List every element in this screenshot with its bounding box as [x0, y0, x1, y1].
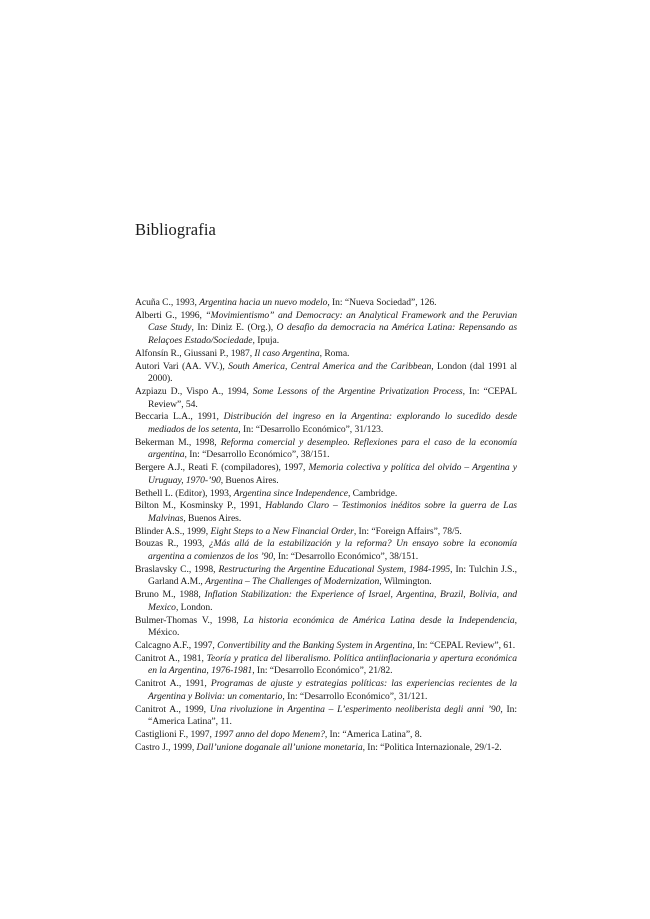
reference-text: Castiglioni F., 1997,: [135, 728, 215, 740]
reference-title: Argentina – The Challenges of Modernization: [205, 576, 380, 588]
reference-text: , In: “America Latina”, 8.: [324, 728, 422, 740]
reference-entry: [135, 653, 517, 678]
reference-text: Bruno M., 1988,: [135, 589, 205, 601]
reference-title: La historia económica de América Latina desde la Independencia: [243, 614, 515, 626]
reference-title: Eight Steps to a New Financial Order: [210, 525, 354, 537]
reference-title: Dall’unione doganale all’unione monetaria: [196, 741, 363, 753]
reference-entry: [135, 411, 517, 436]
reference-text: Bethell L. (Editor), 1993,: [135, 487, 234, 499]
reference-text: , London (dal 1991 al 2000).: [148, 360, 517, 385]
reference-entry: [135, 297, 517, 310]
reference-title: Il caso Argentina: [254, 347, 320, 359]
reference-entry: [135, 678, 517, 703]
reference-title: O desafio da democracia na América Latina: Repensando as Relaçoes Estado/Sociedade: [148, 322, 518, 347]
reference-entry: [135, 589, 517, 614]
reference-text: , In: “Nueva Sociedad”, 126.: [327, 297, 437, 308]
reference-title: “Movimientismo” and Democracy: an Analytical Framework and the Peruvian Case Study: [148, 309, 517, 334]
reference-entry: [135, 361, 517, 386]
reference-title: Inflation Stabilization: the Experience of Israel, Argentina, Brazil, Bolivia, and Mexico: [148, 589, 518, 613]
reference-entry: [135, 564, 517, 589]
reference-title: Restructuring the Argentine Educational System, 1984-1995: [218, 563, 451, 575]
reference-entry: [135, 500, 517, 525]
reference-title: Argentina since Independence: [233, 487, 348, 499]
reference-title: Argentina hacia un nuevo modelo: [199, 297, 328, 308]
reference-text: , In: “Desarrollo Económico”, 38/151.: [184, 449, 330, 461]
reference-title: 1997 anno del dopo Menem?: [214, 728, 325, 740]
reference-text: , Buenos Aires.: [220, 474, 279, 486]
reference-title: Memoria colectiva y política del olvido – Argentina y Uruguay, 1970-’90: [148, 462, 517, 486]
reference-text: , In: “America Latina”, 11.: [148, 703, 517, 728]
reference-text: Bulmer-Thomas V., 1998,: [135, 614, 244, 626]
reference-entry: [135, 640, 517, 653]
reference-entry: [135, 729, 517, 742]
reference-text: Canitrot A., 1991,: [135, 678, 211, 690]
reference-text: , Ipuja.: [252, 335, 280, 347]
reference-title: Some Lessons of the Argentine Privatization Process: [252, 385, 463, 397]
reference-entry: [135, 348, 517, 361]
reference-text: , Roma.: [319, 347, 350, 359]
reference-text: , Cambridge.: [347, 487, 398, 499]
reference-text: , Wilmington.: [379, 576, 432, 588]
reference-title: Una rivoluzione in Argentina – L’esperimento neoliberista degli anni ’90: [209, 703, 501, 715]
reference-text: , In: Tulchin J.S., Garland A.M.,: [148, 563, 517, 588]
reference-text: Castro J., 1999,: [135, 741, 197, 753]
reference-text: Bouzas R., 1993,: [135, 538, 209, 550]
reference-entry: [135, 462, 517, 487]
reference-text: Alfonsín R., Giussani P., 1987,: [135, 347, 255, 359]
reference-title: Teoría y pratica del liberalismo. Política antiinflacionaria y apertura económica en la Argentina, 1976-1981: [148, 652, 517, 677]
reference-title: ¿Más allá de la estabilización y la reforma? Un ensayo sobre la economía argentina a comienzos de los ’90: [148, 538, 518, 563]
reference-title: Reforma comercial y desempleo. Reflexiones para el caso de la economía argentina: [148, 436, 518, 461]
reference-text: , In: “Desarrollo Económico”, 38/151.: [273, 551, 419, 563]
reference-text: Canitrot A., 1999,: [135, 703, 210, 715]
reference-text: Blinder A.S., 1999,: [135, 525, 211, 537]
reference-title: South America, Central America and the Caribbean: [228, 360, 432, 372]
reference-text: Canitrot A., 1981,: [135, 652, 207, 664]
reference-text: , In: “CEPAL Review”, 61.: [412, 639, 516, 651]
reference-text: Calcagno A.F., 1997,: [135, 639, 218, 651]
reference-list: [135, 297, 517, 754]
reference-text: , London.: [175, 601, 213, 613]
reference-text: Azpiazu D., Vispo A., 1994,: [135, 385, 253, 397]
reference-entry: [135, 615, 517, 640]
reference-title: Hablando Claro – Testimonios inéditos sobre la guerra de Las Malvinas: [148, 500, 517, 524]
reference-text: , Buenos Aires.: [183, 512, 242, 524]
reference-text: , In: “CEPAL Review”, 54.: [148, 385, 517, 410]
reference-text: , In: “Desarrollo Económico”, 31/123.: [238, 424, 384, 436]
reference-text: , In: Diniz E. (Org.),: [191, 322, 277, 334]
reference-entry: [135, 742, 517, 755]
reference-title: Distribución del ingreso en la Argentina: explorando lo sucedido desde mediados de los setenta: [148, 411, 517, 436]
reference-entry: [135, 538, 517, 563]
reference-text: Beccaria L.A., 1991,: [135, 411, 224, 423]
reference-text: Autori Vari (AA. VV.),: [135, 360, 229, 372]
reference-entry: [135, 488, 517, 501]
reference-text: , In: “Politica Internazionale, 29/1-2.: [362, 741, 502, 753]
reference-entry: [135, 704, 517, 729]
reference-text: Bekerman M., 1998,: [135, 436, 221, 448]
reference-text: Alberti G., 1996,: [135, 309, 206, 321]
page-title: Bibliografia: [135, 220, 216, 239]
reference-text: , México.: [148, 614, 517, 639]
reference-text: Acuña C., 1993,: [135, 297, 200, 308]
reference-text: Braslavsky C., 1998,: [135, 563, 219, 575]
reference-title: Convertibility and the Banking System in Argentina: [217, 639, 413, 651]
reference-entry: [135, 437, 517, 462]
reference-entry: [135, 310, 517, 348]
reference-entry: [135, 526, 517, 539]
reference-text: , In: “Desarrollo Económico”, 31/121.: [282, 690, 428, 702]
reference-text: , In: “Desarrollo Económico”, 21/82.: [252, 665, 393, 677]
reference-title: Programas de ajuste y estrategias políticas: las experiencias recientes de la Argentina y Bolivia: un comentario: [148, 678, 517, 702]
reference-text: , In: “Foreign Affairs”, 78/5.: [353, 525, 462, 537]
reference-entry: [135, 386, 517, 411]
reference-text: Bilton M., Kosminsky P., 1991,: [135, 500, 266, 512]
reference-text: Bergere A.J., Reati F. (compiladores), 1997,: [135, 462, 309, 474]
